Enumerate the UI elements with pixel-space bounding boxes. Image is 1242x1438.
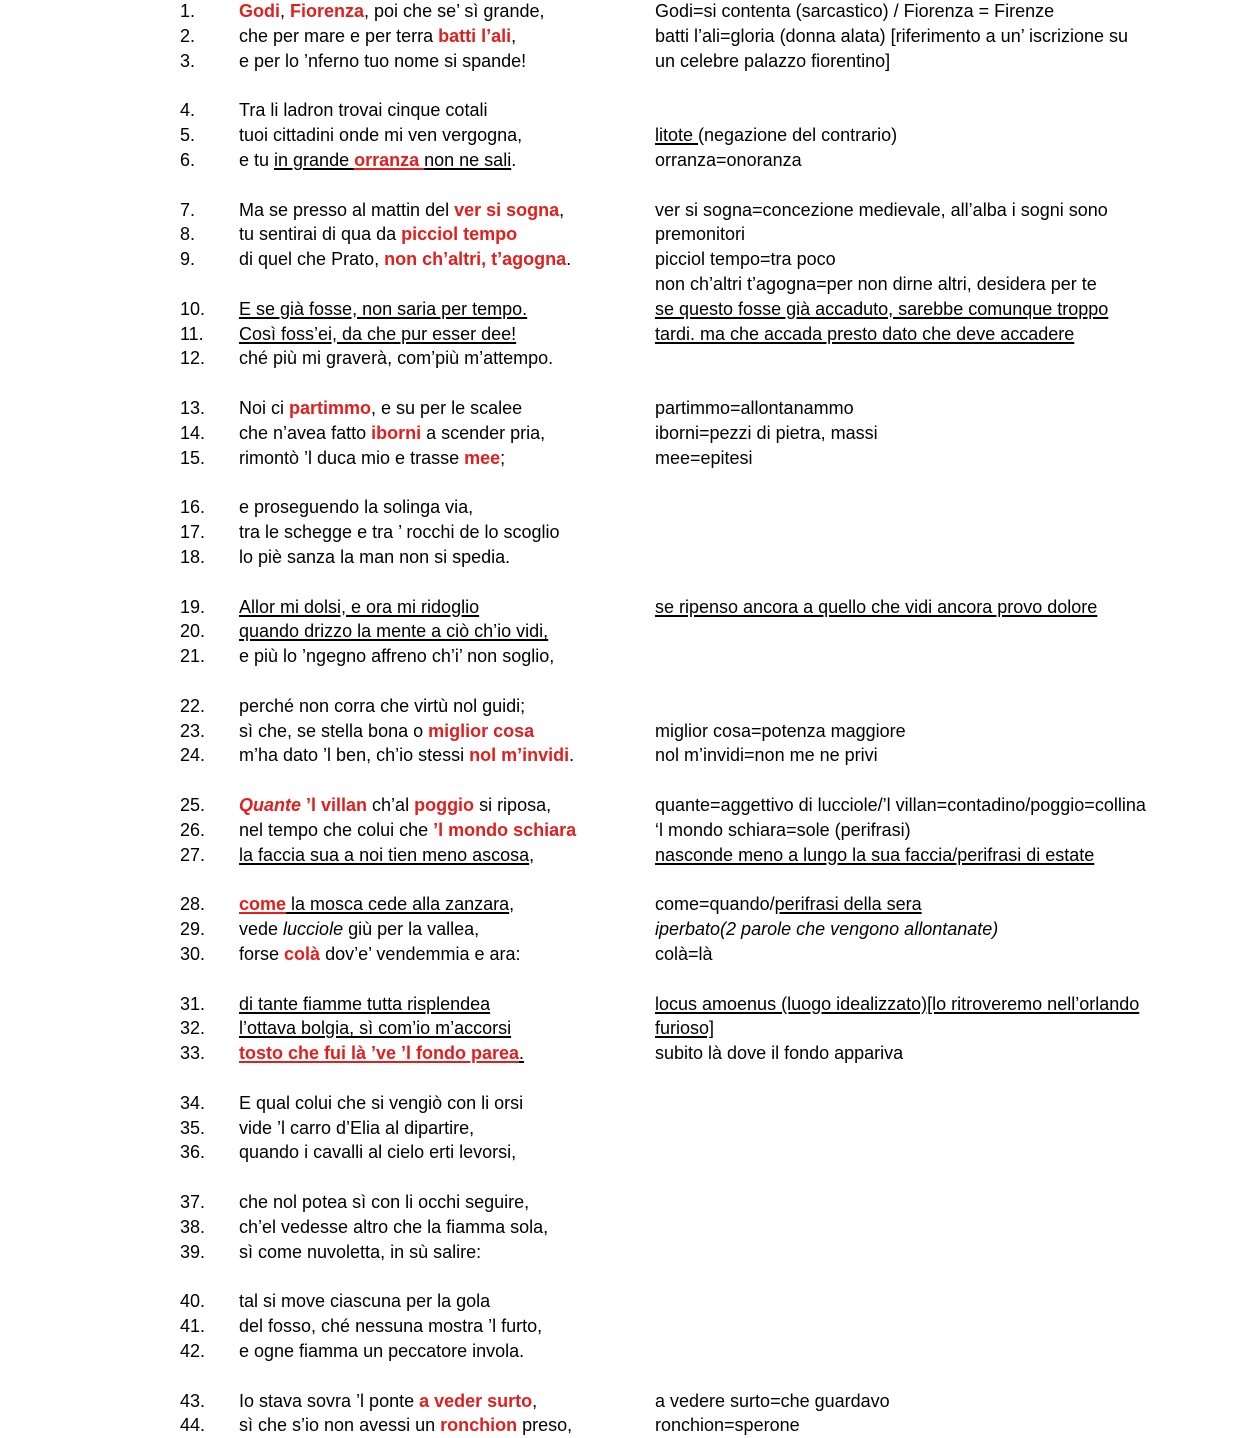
line-number: 12. bbox=[180, 348, 206, 369]
verse-row bbox=[0, 1389, 1242, 1414]
underlined-text: se ripenso ancora a quello che vidi ancora provo dolore bbox=[655, 596, 1098, 617]
text-segment: . bbox=[566, 249, 572, 270]
highlighted-term: picciol tempo bbox=[401, 224, 518, 245]
annotation-text bbox=[655, 719, 906, 744]
underlined-text: non ne sali bbox=[424, 149, 512, 170]
text-segment: ch’al bbox=[367, 795, 415, 815]
verse-row bbox=[0, 545, 1242, 570]
highlighted-term: miglior cosa bbox=[428, 720, 535, 741]
text-segment: tal si move ciascuna per la gola bbox=[239, 1291, 491, 1312]
highlighted-term: orranza bbox=[354, 149, 425, 170]
verse-row bbox=[0, 0, 1242, 24]
highlighted-term: poggio bbox=[414, 795, 475, 815]
highlighted-term: ’l mondo schiara bbox=[433, 819, 577, 840]
blank-row bbox=[0, 1364, 1242, 1389]
verse-row bbox=[0, 346, 1242, 371]
text-segment: perché non corra che virtù nol guidi; bbox=[239, 695, 526, 716]
text-segment: Godi=si contenta (sarcastico) / Fiorenza = Firenze bbox=[655, 1, 1055, 21]
text-segment: Tra li ladron trovai cinque cotali bbox=[239, 100, 488, 121]
annotation-text bbox=[655, 222, 745, 247]
text-segment: , e su per le scalee bbox=[371, 398, 523, 418]
text-segment: Ma se presso al mattin del bbox=[239, 199, 455, 220]
annotation-text bbox=[655, 272, 1097, 297]
verse-row bbox=[0, 24, 1242, 49]
underlined-text: perifrasi della sera bbox=[774, 894, 922, 915]
text-segment: , bbox=[280, 1, 291, 21]
verse-text bbox=[239, 992, 490, 1017]
verse-text bbox=[239, 0, 544, 24]
annotation-text bbox=[655, 843, 1094, 868]
verse-row bbox=[0, 247, 1242, 272]
underlined-text: E se già fosse, non saria per tempo. bbox=[239, 298, 528, 319]
text-segment: quando i cavalli al cielo erti levorsi, bbox=[239, 1142, 517, 1163]
verse-text bbox=[239, 793, 551, 818]
verse-text bbox=[239, 495, 473, 520]
annotation-text bbox=[655, 1041, 903, 1066]
text-segment: , bbox=[509, 894, 515, 915]
text-segment: m’ha dato ’l ben, ch’io stessi bbox=[239, 745, 470, 766]
blank-row bbox=[0, 1165, 1242, 1190]
blank-row bbox=[0, 867, 1242, 892]
highlighted-term: batti l’ali bbox=[438, 25, 512, 46]
annotation-text bbox=[655, 396, 854, 421]
annotation-text bbox=[655, 1016, 714, 1041]
verse-text bbox=[239, 421, 545, 446]
verse-text bbox=[239, 148, 516, 173]
text-segment: partimmo=allontanammo bbox=[655, 398, 854, 418]
underlined-text: locus amoenus (luogo idealizzato)[lo ritroveremo nell’orlando bbox=[655, 993, 1140, 1014]
underlined-text: nasconde meno a lungo la sua faccia/perifrasi di estate bbox=[655, 844, 1095, 865]
underlined-text: quando drizzo la mente a ciò ch’io vidi, bbox=[239, 621, 549, 642]
annotation-text bbox=[655, 917, 998, 942]
verse-text bbox=[239, 520, 560, 545]
highlighted-term: Godi bbox=[239, 1, 280, 21]
line-number: 13. bbox=[180, 398, 206, 418]
verse-row bbox=[0, 1091, 1242, 1116]
line-number: 28. bbox=[180, 894, 206, 915]
blank-row bbox=[0, 1066, 1242, 1091]
verse-text bbox=[239, 98, 487, 123]
verse-text bbox=[239, 396, 522, 421]
line-number: 2. bbox=[180, 25, 196, 46]
line-number: 5. bbox=[180, 125, 196, 146]
text-segment: che n’avea fatto bbox=[239, 422, 372, 443]
text-segment: forse bbox=[239, 943, 285, 964]
annotation-text bbox=[655, 322, 1074, 347]
line-number: 32. bbox=[180, 1018, 206, 1039]
underlined-text: in grande bbox=[274, 149, 355, 170]
line-number: 16. bbox=[180, 497, 206, 518]
highlighted-term: colà bbox=[284, 943, 321, 964]
verse-text bbox=[239, 1116, 474, 1141]
text-segment: che per mare e per terra bbox=[239, 25, 439, 46]
annotation-text bbox=[655, 148, 802, 173]
text-segment: subito là dove il fondo appariva bbox=[655, 1043, 904, 1064]
text-segment: e più lo ’ngegno affreno ch’i’ non soglio, bbox=[239, 646, 555, 667]
text-segment: nel tempo che colui che bbox=[239, 819, 434, 840]
text-segment: e per lo ’nferno tuo nome si spande! bbox=[239, 50, 527, 71]
verse-row bbox=[0, 1215, 1242, 1240]
highlighted-term: tosto che fui là ’ve ’l fondo parea bbox=[239, 1043, 520, 1064]
italic-text: lucciole bbox=[283, 919, 344, 940]
text-segment: sì che s’io non avessi un bbox=[239, 1415, 441, 1436]
text-segment: a vedere surto=che guardavo bbox=[655, 1390, 890, 1411]
verse-row bbox=[0, 793, 1242, 818]
text-segment: colà=là bbox=[655, 943, 713, 964]
verse-text bbox=[239, 297, 527, 322]
line-number: 9. bbox=[180, 249, 196, 270]
verse-row bbox=[0, 1314, 1242, 1339]
verse-text bbox=[239, 743, 574, 768]
text-segment: giù per la vallea, bbox=[343, 919, 480, 940]
verse-row bbox=[0, 98, 1242, 123]
verse-text bbox=[239, 1215, 548, 1240]
text-segment: . bbox=[569, 745, 575, 766]
verse-text bbox=[239, 892, 514, 917]
verse-row bbox=[0, 942, 1242, 967]
text-segment: tu sentirai di qua da bbox=[239, 224, 402, 245]
text-segment: orranza=onoranza bbox=[655, 149, 802, 170]
text-segment: si riposa, bbox=[474, 795, 552, 815]
annotation-text bbox=[655, 743, 878, 768]
line-number: 17. bbox=[180, 522, 206, 543]
verse-row bbox=[0, 1190, 1242, 1215]
text-segment: iborni=pezzi di pietra, massi bbox=[655, 422, 878, 443]
text-segment: vide ’l carro d’Elia al dipartire, bbox=[239, 1117, 475, 1138]
line-number: 24. bbox=[180, 745, 206, 766]
verse-row bbox=[0, 520, 1242, 545]
line-number: 31. bbox=[180, 993, 206, 1014]
verse-text bbox=[239, 346, 553, 371]
annotation-text bbox=[655, 297, 1108, 322]
line-number: 15. bbox=[180, 447, 206, 468]
blank-row bbox=[0, 272, 1242, 297]
annotation-text bbox=[655, 793, 1146, 818]
verse-row bbox=[0, 644, 1242, 669]
text-segment: come=quando/ bbox=[655, 894, 775, 915]
line-number: 10. bbox=[180, 298, 206, 319]
verse-row bbox=[0, 892, 1242, 917]
verse-row bbox=[0, 619, 1242, 644]
verse-row bbox=[0, 1413, 1242, 1438]
text-segment: , poi che se’ sì grande, bbox=[364, 1, 545, 21]
text-segment: batti l’ali=gloria (donna alata) [riferimento a un’ iscrizione su bbox=[655, 25, 1129, 46]
verse-row bbox=[0, 1016, 1242, 1041]
annotation-text bbox=[655, 892, 922, 917]
annotation-text bbox=[655, 992, 1139, 1017]
text-segment: un celebre palazzo fiorentino] bbox=[655, 50, 891, 71]
line-number: 40. bbox=[180, 1291, 206, 1312]
line-number: 11. bbox=[180, 323, 204, 344]
text-segment: , bbox=[529, 844, 535, 865]
verse-row bbox=[0, 297, 1242, 322]
text-segment: non ch’altri t’agogna=per non dirne altri, desidera per te bbox=[655, 273, 1097, 294]
line-number: 19. bbox=[180, 596, 206, 617]
blank-row bbox=[0, 73, 1242, 98]
highlighted-term: Quante bbox=[239, 795, 302, 815]
line-number: 14. bbox=[180, 422, 206, 443]
verse-text bbox=[239, 1289, 490, 1314]
annotation-text bbox=[655, 198, 1108, 223]
text-segment: dov’e’ vendemmia e ara: bbox=[320, 943, 521, 964]
verse-row bbox=[0, 719, 1242, 744]
text-segment: tuoi cittadini onde mi ven vergogna, bbox=[239, 125, 523, 146]
line-number: 23. bbox=[180, 720, 206, 741]
verse-text bbox=[239, 1140, 516, 1165]
text-segment: premonitori bbox=[655, 224, 746, 245]
underlined-text: . bbox=[519, 1043, 525, 1064]
annotation-text bbox=[655, 1413, 800, 1438]
text-segment: quante=aggettivo di lucciole/’l villan=contadino/poggio=collina bbox=[655, 795, 1146, 815]
line-number: 1. bbox=[180, 1, 196, 21]
text-segment: lo piè sanza la man non si spedia. bbox=[239, 546, 511, 567]
verse-row bbox=[0, 1041, 1242, 1066]
text-segment: e ogne fiamma un peccatore invola. bbox=[239, 1340, 525, 1361]
highlighted-term: ronchion bbox=[440, 1415, 518, 1436]
verse-text bbox=[239, 644, 554, 669]
annotation-text bbox=[655, 0, 1054, 24]
line-number: 21. bbox=[180, 646, 206, 667]
verse-text bbox=[239, 719, 534, 744]
verse-text bbox=[239, 1339, 524, 1364]
text-segment: sì come nuvoletta, in sù salire: bbox=[239, 1241, 482, 1262]
text-segment: ver si sogna=concezione medievale, all’alba i sogni sono bbox=[655, 199, 1108, 220]
annotation-text bbox=[655, 421, 878, 446]
underlined-text: la faccia sua a noi tien meno ascosa bbox=[239, 844, 530, 865]
line-number: 37. bbox=[180, 1192, 206, 1212]
annotation-text bbox=[655, 818, 911, 843]
verse-text bbox=[239, 247, 571, 272]
highlighted-term: a veder surto bbox=[419, 1390, 533, 1411]
text-segment: , bbox=[559, 199, 565, 220]
text-segment: sì che, se stella bona o bbox=[239, 720, 429, 741]
verse-text bbox=[239, 49, 526, 74]
italic-text: iperbato(2 parole che vengono allontanate) bbox=[655, 919, 999, 940]
blank-row bbox=[0, 470, 1242, 495]
verse-text bbox=[239, 1190, 529, 1215]
verse-row bbox=[0, 322, 1242, 347]
underlined-text: Così foss’ei, da che pur esser dee! bbox=[239, 323, 517, 344]
line-number: 4. bbox=[180, 100, 196, 121]
blank-row bbox=[0, 967, 1242, 992]
line-number: 26. bbox=[180, 819, 206, 840]
text-segment: e proseguendo la solinga via, bbox=[239, 497, 474, 518]
verse-row bbox=[0, 396, 1242, 421]
text-segment: preso, bbox=[517, 1415, 573, 1436]
text-segment: Io stava sovra ’l ponte bbox=[239, 1390, 420, 1411]
verse-text bbox=[239, 198, 564, 223]
verse-text bbox=[239, 619, 548, 644]
text-segment: tra le schegge e tra ’ rocchi de lo scoglio bbox=[239, 522, 560, 543]
verse-text bbox=[239, 1041, 524, 1066]
verse-row bbox=[0, 694, 1242, 719]
line-number: 41. bbox=[180, 1316, 206, 1337]
verse-text bbox=[239, 1240, 481, 1265]
text-segment: . bbox=[511, 149, 517, 170]
line-number: 33. bbox=[180, 1043, 206, 1064]
blank-row bbox=[0, 1264, 1242, 1289]
line-number: 25. bbox=[180, 795, 206, 815]
text-segment: miglior cosa=potenza maggiore bbox=[655, 720, 906, 741]
text-segment: Noi ci bbox=[239, 398, 290, 418]
annotation-text bbox=[655, 49, 890, 74]
verse-text bbox=[239, 1016, 511, 1041]
verse-text bbox=[239, 917, 479, 942]
highlighted-term: come bbox=[239, 894, 287, 915]
line-number: 36. bbox=[180, 1142, 206, 1163]
verse-text bbox=[239, 322, 516, 347]
line-number: 34. bbox=[180, 1092, 206, 1113]
verse-text bbox=[239, 942, 521, 967]
line-number: 6. bbox=[180, 149, 196, 170]
verse-text bbox=[239, 222, 517, 247]
text-segment: di quel che Prato, bbox=[239, 249, 385, 270]
underlined-text: la mosca cede alla zanzara bbox=[286, 894, 510, 915]
verse-row bbox=[0, 222, 1242, 247]
verse-row bbox=[0, 421, 1242, 446]
blank-row bbox=[0, 371, 1242, 396]
verse-row bbox=[0, 148, 1242, 173]
line-number: 30. bbox=[180, 943, 206, 964]
blank-row bbox=[0, 570, 1242, 595]
blank-row bbox=[0, 768, 1242, 793]
text-segment: e tu bbox=[239, 149, 275, 170]
annotation-text bbox=[655, 123, 897, 148]
text-segment: che nol potea sì con li occhi seguire, bbox=[239, 1192, 530, 1212]
underlined-text: se questo fosse già accaduto, sarebbe comunque troppo bbox=[655, 298, 1109, 319]
annotation-text bbox=[655, 24, 1128, 49]
underlined-text: di tante fiamme tutta risplendea bbox=[239, 993, 491, 1014]
verse-text bbox=[239, 1314, 542, 1339]
highlighted-term: Fiorenza bbox=[290, 1, 365, 21]
line-number: 8. bbox=[180, 224, 196, 245]
verse-row bbox=[0, 1289, 1242, 1314]
text-segment: rimontò ’l duca mio e trasse bbox=[239, 447, 465, 468]
annotation-text bbox=[655, 446, 753, 471]
line-number: 38. bbox=[180, 1216, 206, 1237]
underlined-text: l’ottava bolgia, sì com’io m’accorsi bbox=[239, 1018, 512, 1039]
verse-row bbox=[0, 843, 1242, 868]
line-number: 7. bbox=[180, 199, 196, 220]
verse-text bbox=[239, 1413, 572, 1438]
line-number: 42. bbox=[180, 1340, 206, 1361]
verse-text bbox=[239, 1389, 537, 1414]
underlined-text: tardi. ma che accada presto dato che deve accadere bbox=[655, 323, 1075, 344]
text-segment: mee=epitesi bbox=[655, 447, 753, 468]
underlined-text: furioso] bbox=[655, 1018, 715, 1039]
annotation-text bbox=[655, 942, 713, 967]
text-segment: ch’el vedesse altro che la fiamma sola, bbox=[239, 1216, 549, 1237]
verse-row bbox=[0, 917, 1242, 942]
verse-row bbox=[0, 743, 1242, 768]
verse-row bbox=[0, 1116, 1242, 1141]
text-segment: del fosso, ché nessuna mostra ’l furto, bbox=[239, 1316, 543, 1337]
verse-row bbox=[0, 198, 1242, 223]
underlined-text: litote bbox=[655, 125, 699, 146]
verse-row bbox=[0, 992, 1242, 1017]
text-segment: picciol tempo=tra poco bbox=[655, 249, 836, 270]
text-segment: ; bbox=[500, 447, 506, 468]
verse-text bbox=[239, 446, 505, 471]
highlighted-term: partimmo bbox=[289, 398, 372, 418]
text-segment: ronchion=sperone bbox=[655, 1415, 800, 1436]
line-number: 43. bbox=[180, 1390, 206, 1411]
annotation-text bbox=[655, 1389, 890, 1414]
verse-row bbox=[0, 1339, 1242, 1364]
line-number: 44. bbox=[180, 1415, 206, 1436]
verse-text bbox=[239, 595, 479, 620]
text-segment: ché più mi graverà, com’più m’attempo. bbox=[239, 348, 554, 369]
text-segment: nol m’invidi=non me ne privi bbox=[655, 745, 878, 766]
verse-text bbox=[239, 1091, 523, 1116]
line-number: 29. bbox=[180, 919, 206, 940]
verse-row bbox=[0, 1140, 1242, 1165]
underlined-text: Allor mi dolsi, e ora mi ridoglio bbox=[239, 596, 480, 617]
text-segment: , bbox=[532, 1390, 538, 1411]
verse-row bbox=[0, 49, 1242, 74]
highlighted-term: ’l villan bbox=[301, 795, 368, 815]
verse-row bbox=[0, 123, 1242, 148]
verse-text bbox=[239, 843, 534, 868]
text-segment: E qual colui che si vengiò con li orsi bbox=[239, 1092, 524, 1113]
text-segment: vede bbox=[239, 919, 284, 940]
verse-row bbox=[0, 818, 1242, 843]
text-segment: ‘l mondo schiara=sole (perifrasi) bbox=[655, 819, 911, 840]
line-number: 27. bbox=[180, 844, 206, 865]
highlighted-term: iborni bbox=[371, 422, 422, 443]
line-number: 35. bbox=[180, 1117, 206, 1138]
verse-text bbox=[239, 123, 522, 148]
blank-row bbox=[0, 173, 1242, 198]
blank-row bbox=[0, 669, 1242, 694]
verse-text bbox=[239, 818, 576, 843]
highlighted-term: ver si sogna bbox=[454, 199, 560, 220]
text-segment: , bbox=[511, 25, 517, 46]
line-number: 39. bbox=[180, 1241, 206, 1262]
annotation-text bbox=[655, 595, 1097, 620]
line-number: 22. bbox=[180, 695, 206, 716]
annotation-text bbox=[655, 247, 836, 272]
highlighted-term: mee bbox=[464, 447, 501, 468]
verse-text bbox=[239, 24, 516, 49]
line-number: 3. bbox=[180, 50, 196, 71]
verse-text bbox=[239, 545, 510, 570]
highlighted-term: nol m’invidi bbox=[469, 745, 570, 766]
line-number: 20. bbox=[180, 621, 206, 642]
verse-row bbox=[0, 495, 1242, 520]
verse-text bbox=[239, 694, 525, 719]
highlighted-term: non ch’altri, t’agogna bbox=[384, 249, 567, 270]
verse-row bbox=[0, 1240, 1242, 1265]
verse-row bbox=[0, 595, 1242, 620]
line-number: 18. bbox=[180, 546, 206, 567]
text-segment: (negazione del contrario) bbox=[698, 125, 898, 146]
verse-row bbox=[0, 446, 1242, 471]
text-segment: a scender pria, bbox=[421, 422, 546, 443]
